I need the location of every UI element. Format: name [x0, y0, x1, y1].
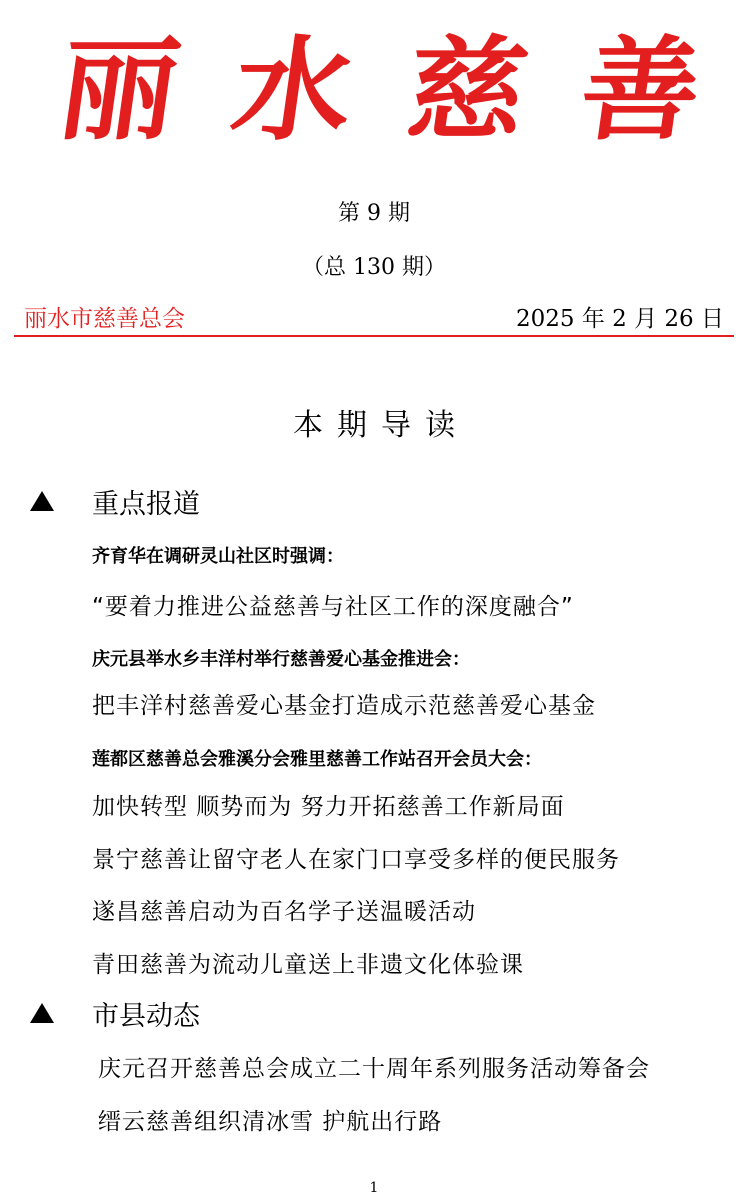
article-headline[interactable]: 青田慈善为流动儿童送上非遗文化体验课 [92, 952, 524, 978]
issue-total: （总 130 期） [302, 255, 446, 280]
publish-date: 2025 年 2 月 26 日 [516, 306, 724, 332]
article-subtitle: 庆元县举水乡丰洋村举行慈善爱心基金推进会： [92, 649, 470, 670]
article-headline[interactable]: 把丰洋村慈善爱心基金打造成示范慈善爱心基金 [92, 693, 596, 719]
guide-title: 本期导读 [293, 408, 469, 443]
masthead-char-1: 丽 [50, 23, 188, 156]
masthead-char-3: 慈 [398, 23, 536, 156]
article-headline[interactable]: “要着力推进公益慈善与社区工作的深度融合” [92, 594, 574, 620]
masthead [50, 20, 710, 160]
triangle-bullet-icon [30, 1003, 54, 1023]
article-headline[interactable]: 景宁慈善让留守老人在家门口享受多样的便民服务 [92, 847, 620, 873]
section-label: 重点报道 [92, 488, 200, 520]
masthead-char-4: 善 [572, 23, 710, 156]
header-divider [14, 335, 734, 337]
section-heading-key-reports [30, 481, 200, 521]
publisher-name: 丽水市慈善总会 [24, 306, 185, 332]
article-headline[interactable]: 遂昌慈善启动为百名学子送温暖活动 [92, 899, 476, 925]
article-headline[interactable]: 缙云慈善组织清冰雪 护航出行路 [98, 1109, 443, 1135]
section-heading-city-county-news [30, 993, 200, 1033]
section-label: 市县动态 [92, 1000, 200, 1032]
issue-number: 第 9 期 [338, 201, 410, 226]
article-headline[interactable]: 加快转型 顺势而为 努力开拓慈善工作新局面 [92, 794, 565, 820]
article-subtitle: 齐育华在调研灵山社区时强调： [92, 546, 344, 567]
article-headline[interactable]: 庆元召开慈善总会成立二十周年系列服务活动筹备会 [98, 1056, 650, 1082]
article-subtitle: 莲都区慈善总会雅溪分会雅里慈善工作站召开会员大会： [92, 749, 542, 770]
masthead-char-2: 水 [224, 23, 362, 156]
triangle-bullet-icon [30, 491, 54, 511]
page-number: 1 [369, 1180, 379, 1196]
